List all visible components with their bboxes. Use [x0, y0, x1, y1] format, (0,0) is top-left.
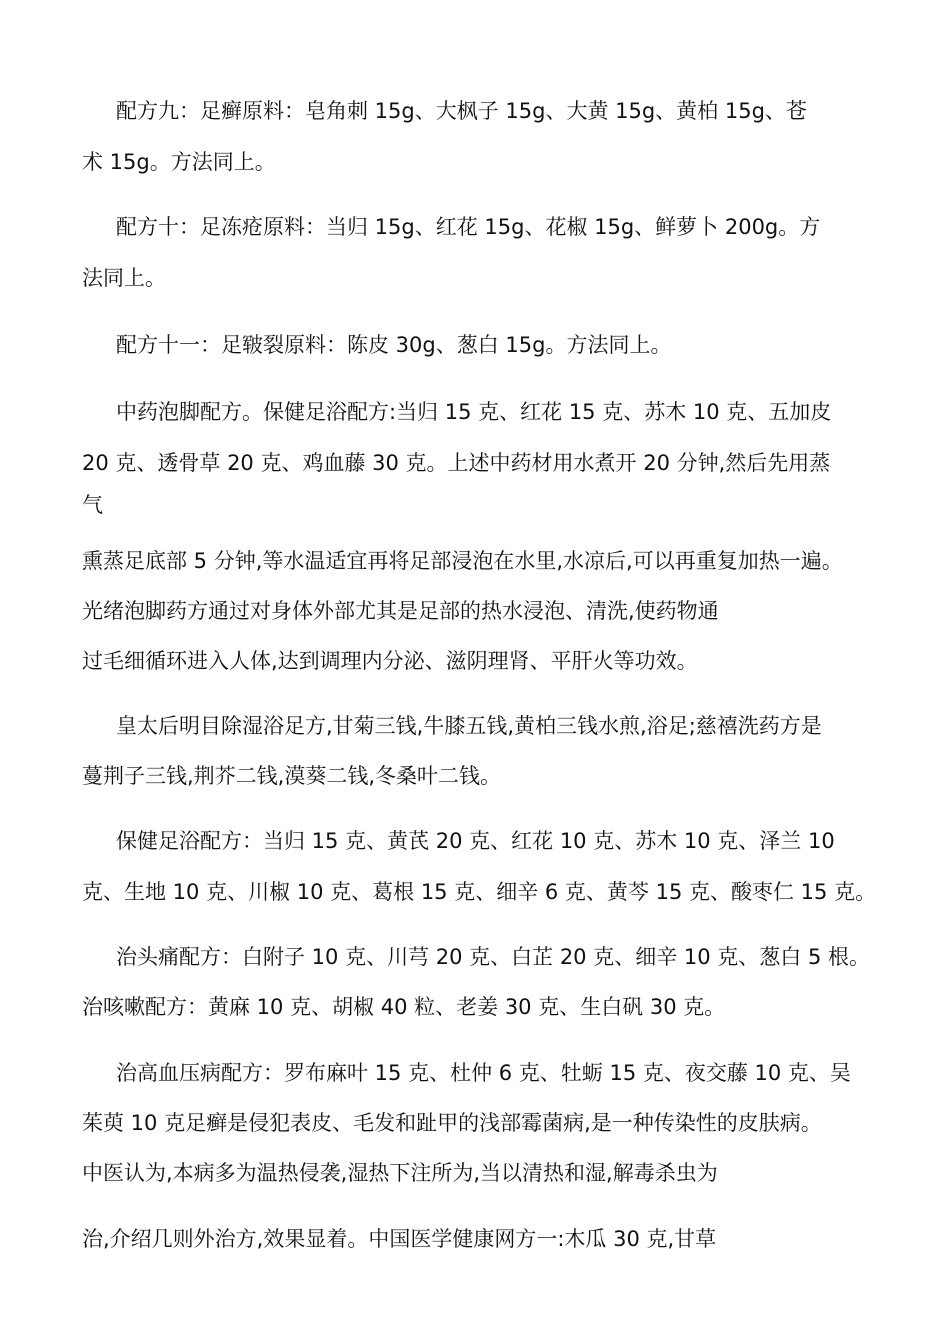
text-line: 20 克、透骨草 20 克、鸡血藤 30 克。上述中药材用水煮开 20 分钟,然后先用蒸	[82, 451, 831, 475]
text-line: 法同上。	[82, 266, 166, 290]
text-line: 气	[82, 493, 103, 517]
text-line: 治咳嗽配方：黄麻 10 克、胡椒 40 粒、老姜 30 克、生白矾 30 克。	[82, 995, 726, 1019]
text-line: 术 15g。方法同上。	[82, 150, 276, 174]
text-line: 中药泡脚配方。保健足浴配方:当归 15 克、红花 15 克、苏木 10 克、五加皮	[116, 400, 832, 424]
text-line: 光绪泡脚药方通过对身体外部尤其是足部的热水浸泡、清洗,使药物通	[82, 599, 719, 623]
text-line: 熏蒸足底部 5 分钟,等水温适宜再将足部浸泡在水里,水凉后,可以再重复加热一遍。	[82, 549, 843, 573]
text-line: 过毛细循环进入人体,达到调理内分泌、滋阴理肾、平肝火等功效。	[82, 649, 698, 673]
text-line: 皇太后明目除湿浴足方,甘菊三钱,牛膝五钱,黄柏三钱水煎,浴足;慈禧洗药方是	[116, 714, 822, 738]
text-line: 治高血压病配方：罗布麻叶 15 克、杜仲 6 克、牡蛎 15 克、夜交藤 10 克、吴	[116, 1061, 851, 1085]
text-line: 中医认为,本病多为温热侵袭,湿热下注所为,当以清热和湿,解毒杀虫为	[82, 1161, 718, 1185]
text-line: 配方十：足冻疮原料：当归 15g、红花 15g、花椒 15g、鲜萝卜 200g。方	[116, 215, 821, 239]
text-line: 茱萸 10 克足癣是侵犯表皮、毛发和趾甲的浅部霉菌病,是一种传染性的皮肤病。	[82, 1111, 822, 1135]
text-line: 保健足浴配方：当归 15 克、黄芪 20 克、红花 10 克、苏木 10 克、泽兰 10	[116, 829, 835, 853]
text-line: 克、生地 10 克、川椒 10 克、葛根 15 克、细辛 6 克、黄芩 15 克、酸枣仁 15 克。	[82, 880, 877, 904]
text-line: 治头痛配方：白附子 10 克、川芎 20 克、白芷 20 克、细辛 10 克、葱白 5 根。	[116, 945, 870, 969]
text-line: 配方十一：足皲裂原料：陈皮 30g、葱白 15g。方法同上。	[116, 333, 672, 357]
text-line: 配方九：足癣原料：皂角刺 15g、大枫子 15g、大黄 15g、黄柏 15g、苍	[116, 99, 807, 123]
text-line: 蔓荆子三钱,荆芥二钱,漠葵二钱,冬桑叶二钱。	[82, 764, 502, 788]
text-line: 治,介绍几则外治方,效果显着。中国医学健康网方一:木瓜 30 克,甘草	[82, 1227, 717, 1251]
